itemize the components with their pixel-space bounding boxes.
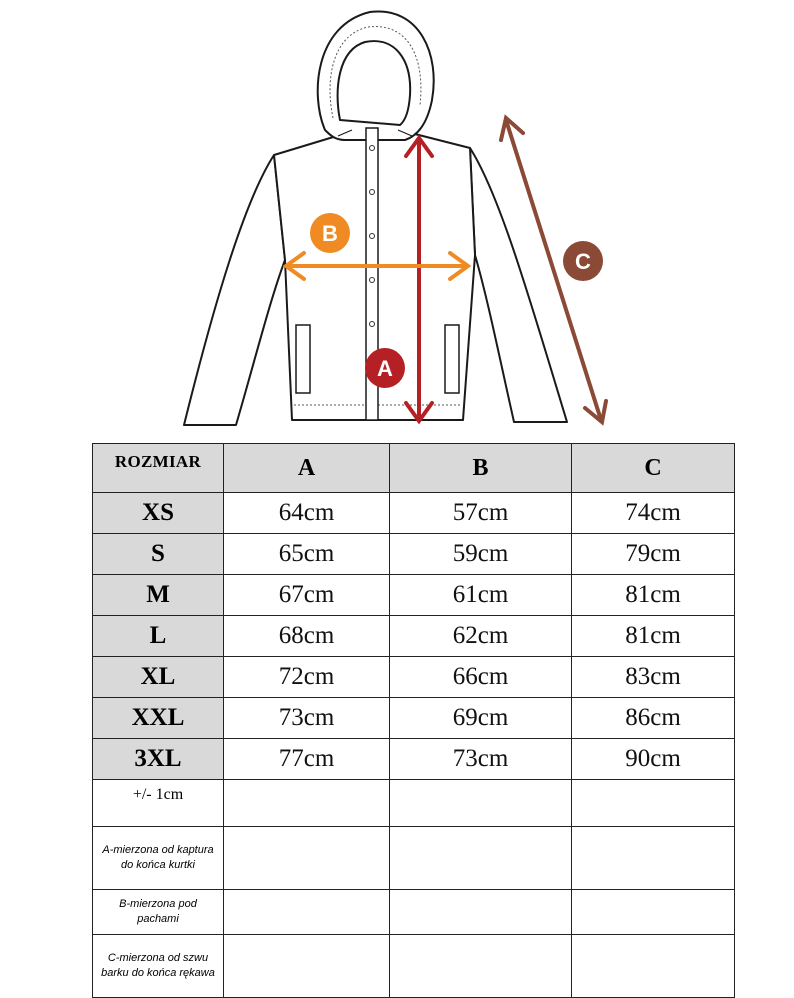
empty-cell bbox=[572, 827, 735, 890]
size-cell: 3XL bbox=[93, 739, 224, 780]
value-c: 86cm bbox=[572, 698, 735, 739]
tolerance-note: +/- 1cm bbox=[93, 780, 224, 827]
table-row bbox=[93, 575, 735, 616]
value-a: 68cm bbox=[224, 616, 390, 657]
size-cell: S bbox=[93, 534, 224, 575]
table-row bbox=[93, 657, 735, 698]
empty-cell bbox=[224, 780, 390, 827]
note-a: A-mierzona od kaptura do końca kurtki bbox=[93, 827, 224, 890]
empty-cell bbox=[224, 935, 390, 998]
value-a: 65cm bbox=[224, 534, 390, 575]
note-row-a bbox=[93, 827, 735, 890]
header-size-label: ROZMIAR bbox=[93, 444, 224, 493]
empty-cell bbox=[572, 780, 735, 827]
table-row bbox=[93, 493, 735, 534]
value-c: 81cm bbox=[572, 616, 735, 657]
value-a: 73cm bbox=[224, 698, 390, 739]
note-row-b bbox=[93, 890, 735, 935]
table-row bbox=[93, 616, 735, 657]
size-cell: M bbox=[93, 575, 224, 616]
jacket-diagram bbox=[0, 0, 794, 440]
empty-cell bbox=[390, 935, 572, 998]
value-b: 59cm bbox=[390, 534, 572, 575]
value-c: 90cm bbox=[572, 739, 735, 780]
value-a: 67cm bbox=[224, 575, 390, 616]
value-b: 69cm bbox=[390, 698, 572, 739]
value-a: 77cm bbox=[224, 739, 390, 780]
size-table bbox=[92, 443, 735, 998]
empty-cell bbox=[224, 890, 390, 935]
value-b: 66cm bbox=[390, 657, 572, 698]
table-row bbox=[93, 739, 735, 780]
value-b: 57cm bbox=[390, 493, 572, 534]
note-b: B-mierzona pod pachami bbox=[93, 890, 224, 935]
value-b: 61cm bbox=[390, 575, 572, 616]
size-cell: L bbox=[93, 616, 224, 657]
value-c: 79cm bbox=[572, 534, 735, 575]
empty-cell bbox=[390, 890, 572, 935]
badge-a bbox=[365, 348, 405, 388]
size-cell: XS bbox=[93, 493, 224, 534]
value-a: 64cm bbox=[224, 493, 390, 534]
badge-b bbox=[310, 213, 350, 253]
value-a: 72cm bbox=[224, 657, 390, 698]
svg-text:A: A bbox=[377, 356, 393, 381]
note-c: C-mierzona od szwu barku do końca rękawa bbox=[93, 935, 224, 998]
tolerance-row bbox=[93, 780, 735, 827]
svg-text:B: B bbox=[322, 221, 338, 246]
size-cell: XL bbox=[93, 657, 224, 698]
empty-cell bbox=[390, 780, 572, 827]
header-col-b: B bbox=[390, 444, 572, 493]
value-c: 81cm bbox=[572, 575, 735, 616]
empty-cell bbox=[572, 935, 735, 998]
size-cell: XXL bbox=[93, 698, 224, 739]
value-c: 74cm bbox=[572, 493, 735, 534]
value-b: 73cm bbox=[390, 739, 572, 780]
table-header-row bbox=[93, 444, 735, 493]
empty-cell bbox=[390, 827, 572, 890]
table-row bbox=[93, 534, 735, 575]
note-row-c bbox=[93, 935, 735, 998]
header-col-c: C bbox=[572, 444, 735, 493]
header-col-a: A bbox=[224, 444, 390, 493]
value-b: 62cm bbox=[390, 616, 572, 657]
svg-text:C: C bbox=[575, 249, 591, 274]
table-row bbox=[93, 698, 735, 739]
value-c: 83cm bbox=[572, 657, 735, 698]
empty-cell bbox=[224, 827, 390, 890]
badge-c bbox=[563, 241, 603, 281]
empty-cell bbox=[572, 890, 735, 935]
